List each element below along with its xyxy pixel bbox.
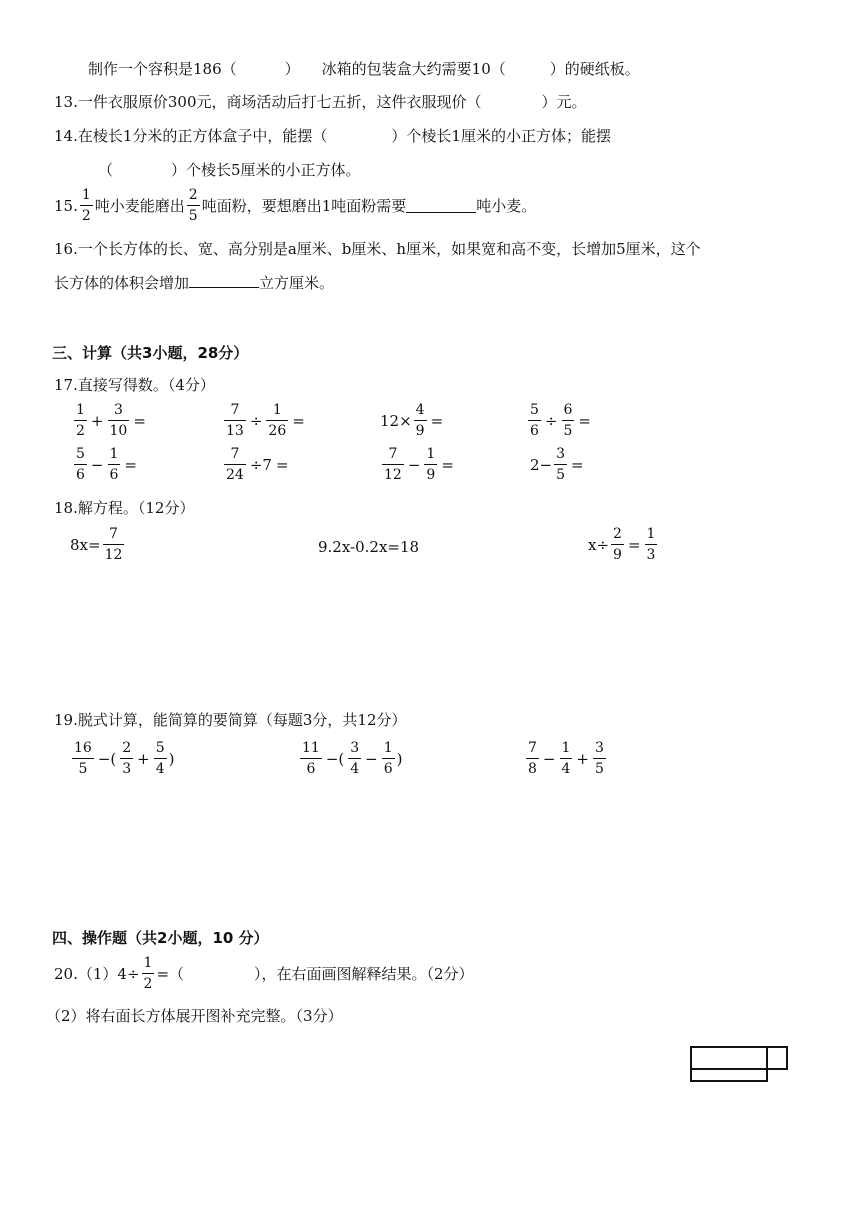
q18-equation-3: x÷ $\frac{2}{9}$ = $\frac{1}{3}$ [588,526,656,563]
q13-text-b: ）元。 [541,93,587,111]
q16-answer-blank[interactable] [189,273,259,288]
q16-text-b: 立方厘米。 [259,274,335,292]
q14-line2 [98,158,361,182]
q13-text-a: 13.一件衣服原价300元，商场活动后打七五折，这件衣服现价（ [54,93,482,111]
q17-item-1: $\frac{1}{2}$ + $\frac{3}{10}$ = [76,402,146,439]
q19-expression-3: $\frac{7}{8}$ − $\frac{1}{4}$ + $\frac{3}{5}$ [528,740,604,777]
q12-line2 [88,57,640,81]
q17-item-8: 2− $\frac{3}{5}$ = [530,446,584,483]
q16-text-a: 长方体的体积会增加 [54,274,190,292]
q12-text-b: ） [284,60,300,78]
q14-text-b: ）个棱长1厘米的小正方体；能摆 [391,127,611,145]
q12-text-a: 制作一个容积是186（ [88,60,237,78]
q14-line1 [54,124,611,148]
q20-part2: （2）将右面长方体展开图补充完整。（3分） [46,1007,343,1025]
q18-title: 18.解方程。（12分） [54,499,195,517]
q15-fraction-1: $\frac{1}{2}$ [81,187,91,224]
net-face-small [766,1046,788,1070]
net-divider-line [690,1068,768,1070]
q14-text-c: （ [98,161,114,179]
q17-item-2: $\frac{7}{13}$ ÷ $\frac{1}{26}$ = [226,402,305,439]
q15 [54,188,536,223]
q13 [54,90,587,114]
cuboid-net-drawing [688,1044,792,1084]
q15-text-2: 吨面粉，要想磨出1吨面粉需要 [201,197,407,215]
q17-item-3: 12× $\frac{4}{9}$ = [380,402,444,439]
section3-title: 三、计算（共3小题，28分） [52,344,249,362]
q17-item-6: $\frac{7}{24}$ ÷7 = [226,446,289,483]
q15-number: 15. [54,196,78,215]
q12-text-d: ）的硬纸板。 [549,60,640,78]
net-face-large [690,1046,768,1082]
q16-line1: 16.一个长方体的长、宽、高分别是a厘米、b厘米、h厘米，如果宽和高不变，长增加5厘米，这个 [54,240,701,258]
q17-item-7: $\frac{7}{12}$ − $\frac{1}{9}$ = [384,446,454,483]
q18-equation-2: 9.2x-0.2x=18 [318,538,420,556]
q17-item-5: $\frac{5}{6}$ − $\frac{1}{6}$ = [76,446,137,483]
q18-equation-1: 8x= $\frac{7}{12}$ [70,526,123,563]
q15-fraction-2: $\frac{2}{5}$ [188,187,198,224]
q15-text-3: 吨小麦。 [476,197,537,215]
q15-text-1: 吨小麦能磨出 [94,197,185,215]
q14-text-a: 14.在棱长1分米的正方体盒子中，能摆（ [54,127,328,145]
q20-part1: 20.（1）4÷ $\frac{1}{2}$ =（ ），在右面画图解释结果。（2分） [54,955,474,992]
q15-answer-blank[interactable] [406,198,476,213]
q17-item-4: $\frac{5}{6}$ ÷ $\frac{6}{5}$ = [530,402,591,439]
section4-title: 四、操作题（共2小题，10 分） [52,929,269,947]
q16-line2 [54,271,334,295]
q17-title: 17.直接写得数。（4分） [54,376,215,394]
q12-text-c: 冰箱的包装盒大约需要10（ [321,60,506,78]
q19-expression-1: $\frac{16}{5}$ −( $\frac{2}{3}$ + $\frac{5}{4}$ ) [74,740,175,777]
q14-text-d: ）个棱长5厘米的小正方体。 [171,161,361,179]
q19-expression-2: $\frac{11}{6}$ −( $\frac{3}{4}$ − $\frac{1}{6}$ ) [302,740,403,777]
q19-title: 19.脱式计算，能简算的要简算（每题3分，共12分） [54,711,407,729]
